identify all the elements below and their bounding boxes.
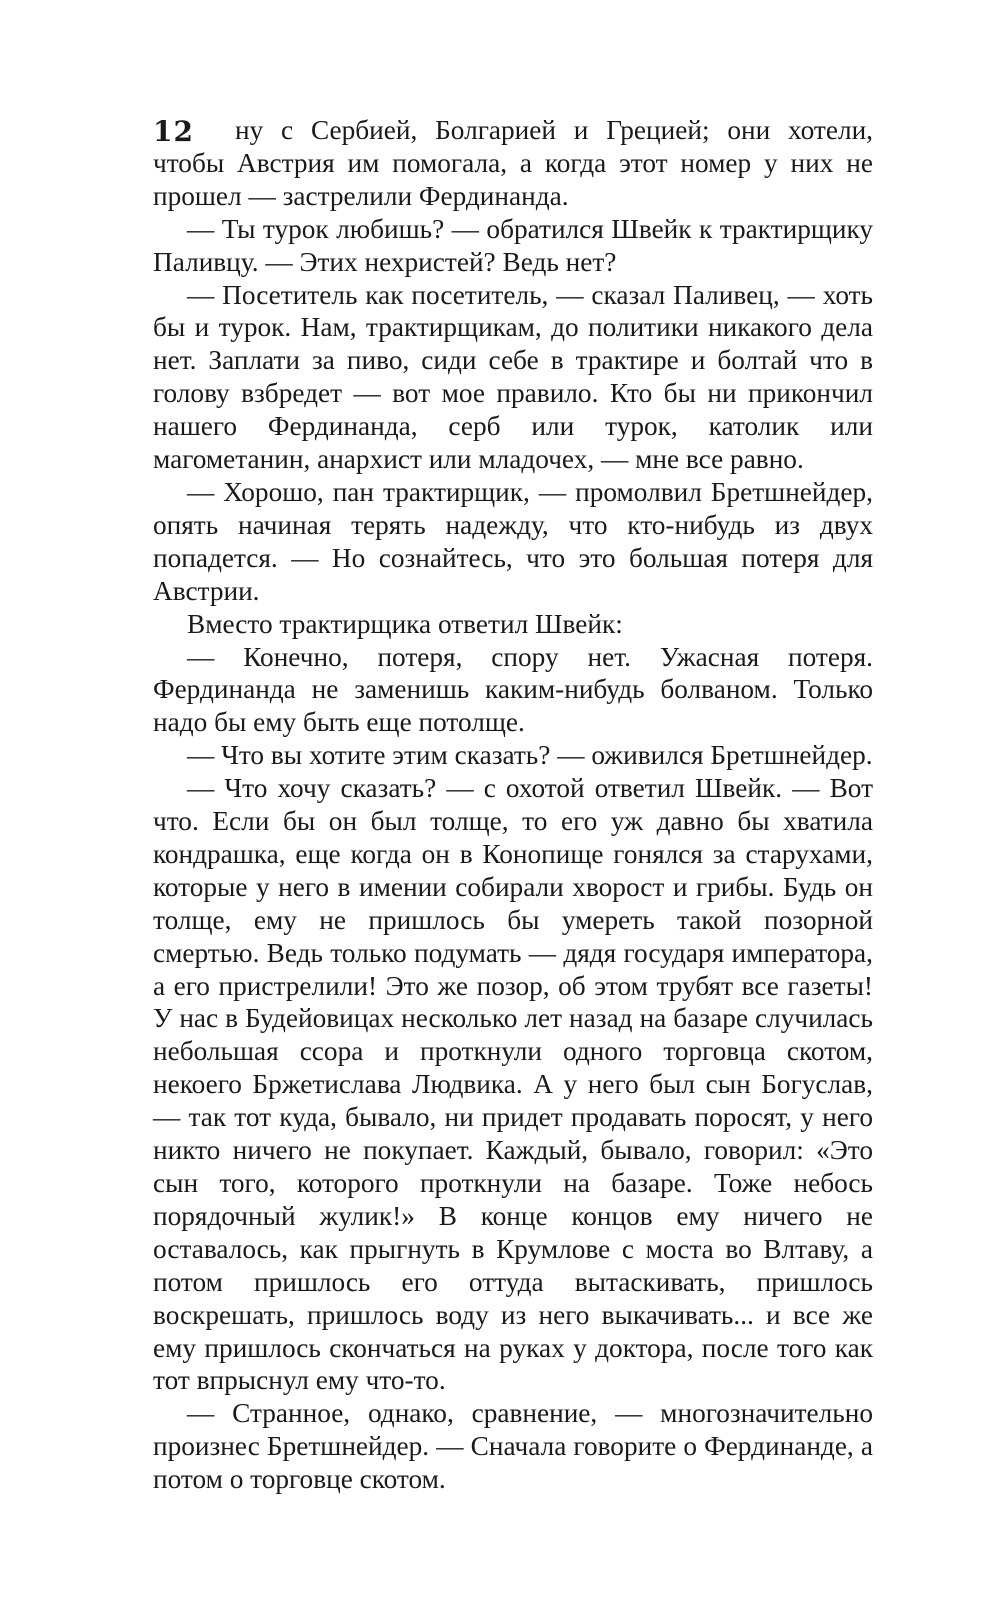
paragraph-1 xyxy=(153,114,873,213)
page-body xyxy=(153,114,873,1496)
paragraph-6: — Конечно, потеря, спору нет. Ужасная потеря. Фердинанда не заменишь каким-нибудь болваном. Только надо бы ему быть еще потолще. xyxy=(153,641,873,738)
page-number: 12 xyxy=(153,115,194,148)
paragraph-5: Вместо трактирщика ответил Швейк: xyxy=(187,608,623,639)
paragraph-1-text: ну с Сербией, Болгарией и Грецией; они хотели, чтобы Австрия им помогала, а когда этот номер у них не прошел — застрелили Фердинанда. xyxy=(153,115,873,211)
paragraph-9: — Странное, однако, сравнение, — многозначительно произнес Бретшнейдер. — Сначала говорите о Фердинанде, а потом о торговце скотом. xyxy=(153,1398,873,1495)
paragraph-7: — Что вы хотите этим сказать? — оживился Бретшнейдер. xyxy=(187,740,873,771)
paragraph-8: — Что хочу сказать? — с охотой ответил Швейк. — Вот что. Если бы он был толще, то его уж давно бы хватила кондрашка, еще когда он в Конопище гонялся за старухами, которые у него в имении собирали хворост и грибы. Будь он толще, ему не пришлось бы умереть такой позорной смертью. Ведь только подумать — дядя государя императора, а его пристрелили! Это же позор, об этом трубят все газеты! У нас в Будейовицах несколько лет назад на базаре случилась небольшая ссора и проткнули одного торговца скотом, некоего Бржетислава Людвика. А у него был сын Богуслав, — так тот куда, бывало, ни придет продавать поросят, у него никто ничего не покупает. Каждый, бывало, говорил: «Это сын того, которого проткнули на базаре. Тоже небось порядочный жулик!» В конце концов ему ничего не оставалось, как прыгнуть в Крумлове с моста во Влтаву, а потом пришлось его оттуда вытаскивать, пришлось воскрешать, пришлось воду из него выкачивать... и все же ему пришлось скончаться на руках у доктора, после того как тот впрыснул ему что-то. xyxy=(153,773,873,1396)
paragraph-3: — Посетитель как посетитель, — сказал Паливец, — хоть бы и турок. Нам, трактирщикам, до политики никакого дела нет. Заплати за пиво, сиди себе в трактире и болтай что в голову взбредет — вот мое правило. Кто бы ни прикончил нашего Фердинанда, серб или турок, католик или магометанин, анархист или младочех, — мне все равно. xyxy=(153,279,873,475)
paragraph-2: — Ты турок любишь? — обратился Швейк к трактирщику Паливцу. — Этих нехристей? Ведь нет? xyxy=(153,213,873,277)
page-number-spacer xyxy=(153,114,235,144)
paragraph-4: — Хорошо, пан трактирщик, — промолвил Бретшнейдер, опять начиная терять надежду, что кто-нибудь из двух попадется. — Но сознайтесь, что это большая потеря для Австрии. xyxy=(153,476,873,606)
